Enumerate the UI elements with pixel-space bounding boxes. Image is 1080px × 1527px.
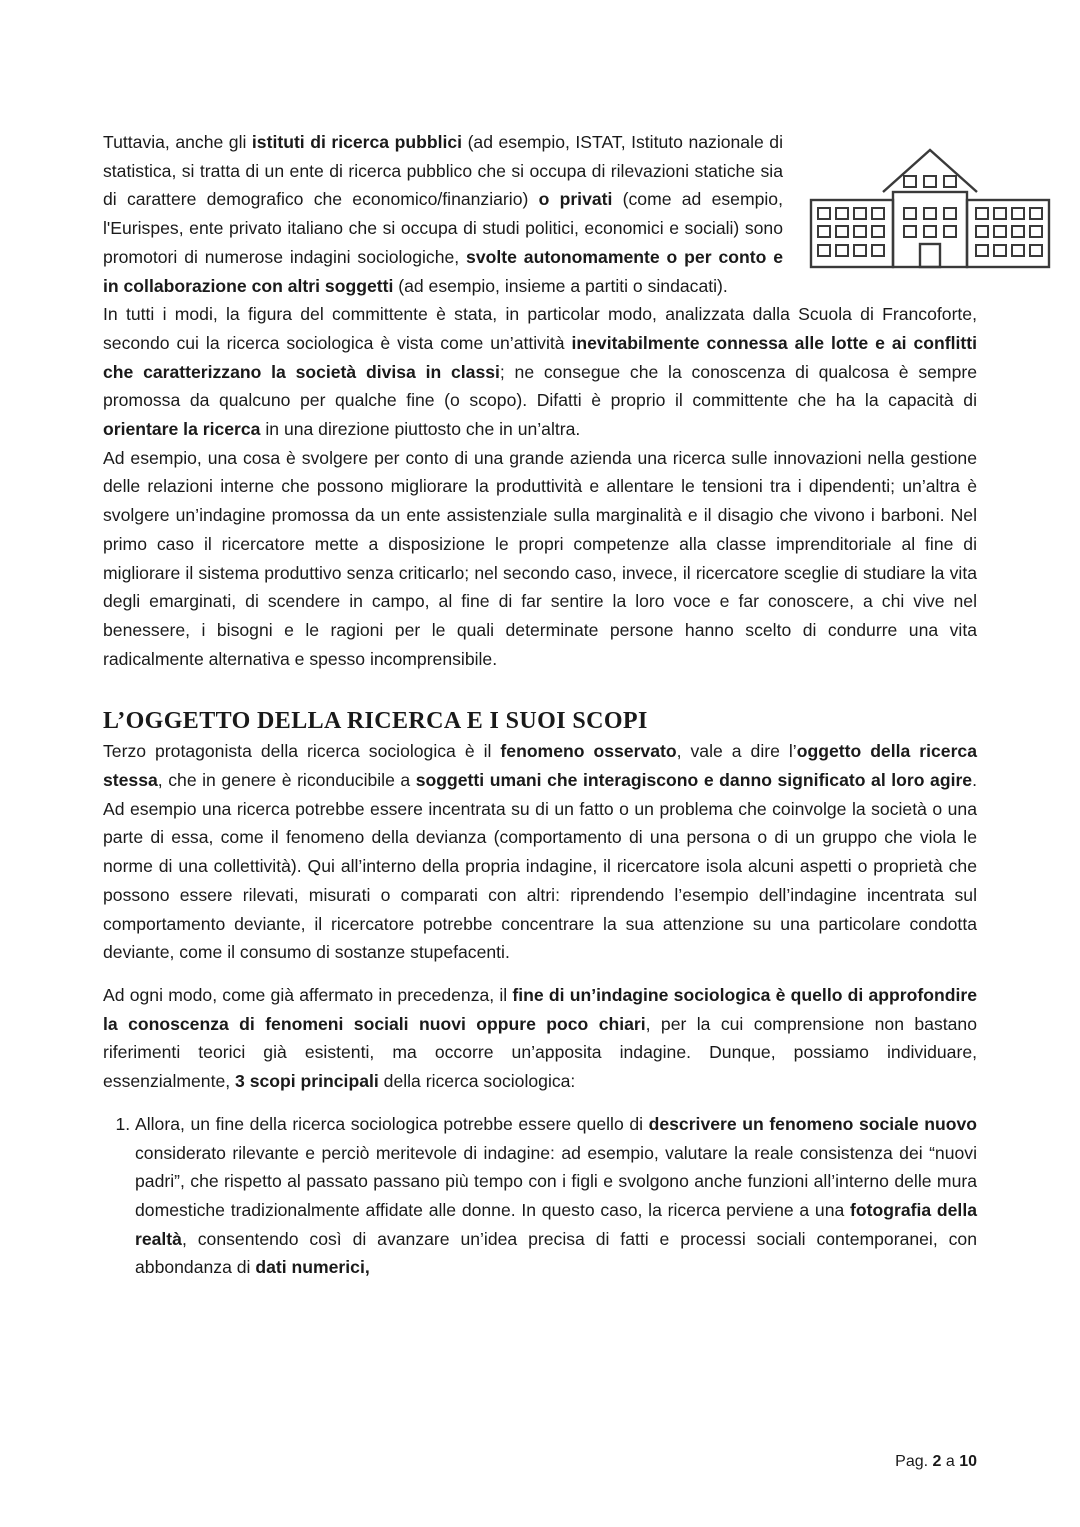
- bold-text: 3 scopi principali: [235, 1071, 379, 1092]
- text: Allora, un fine della ricerca sociologica potrebbe essere quello di: [135, 1113, 649, 1134]
- text: (come ad esempio, l'Eurispes, ente privato italiano che si occupa di studi politici, economici e sociali) sono promotori di numerose indagini sociologiche,: [103, 189, 783, 267]
- page-number: [895, 1453, 977, 1471]
- bold-text: fine di un’indagine sociologica è quello di approfondire la conoscenza di fenomeni sociali nuovi oppure poco chiari: [103, 984, 977, 1034]
- text: (ad esempio, insieme a partiti o sindacati).: [393, 275, 728, 296]
- text: Tuttavia, anche gli: [103, 132, 252, 152]
- bold-text: descrivere un fenomeno sociale nuovo: [648, 1113, 977, 1134]
- section-heading: L’OGGETTO DELLA RICERCA E I SUOI SCOPI: [103, 708, 648, 735]
- text: Ad ogni modo, come già affermato in precedenza, il: [103, 984, 513, 1005]
- text: , che in genere è riconducibile a: [157, 770, 416, 791]
- text: della ricerca sociologica:: [378, 1071, 576, 1092]
- text: , vale a dire l’: [676, 741, 797, 762]
- bold-text: inevitabilmente connessa alle lotte e ai conflitti che caratterizzano la società divisa in classi: [103, 332, 977, 382]
- bold-text: svolte autonomamente o per conto e in collaborazione con altri soggetti: [103, 246, 784, 296]
- text: In tutti i modi, la figura del committente è stata, in particolar modo, analizzata dalla Scuola di Francoforte, secondo cui la ricerca sociologica è vista come un’attività: [103, 304, 977, 353]
- text: Terzo protagonista della ricerca sociologica è il: [103, 741, 501, 762]
- scopi-list: [103, 1110, 977, 1282]
- list-item: [135, 1110, 977, 1282]
- page-label: Pag.: [895, 1453, 933, 1470]
- intro-paragraph: [103, 128, 783, 300]
- bold-text: o privati: [538, 189, 613, 210]
- text: , consentendo così di avanzare un’idea precisa di fatti e processi sociali contemporanei, con abbondanza di: [135, 1228, 977, 1278]
- document-page: [103, 128, 977, 1282]
- text: in una direzione piuttosto che in un’altra.: [260, 419, 581, 440]
- bold-text: istituti di ricerca pubblici: [251, 132, 463, 152]
- page-separator: a: [941, 1453, 960, 1470]
- oggetto-paragraph: [103, 737, 977, 967]
- example-paragraph: Ad esempio, una cosa è svolgere per conto di una grande azienda una ricerca sulle innovazioni nella gestione delle relazioni interne che possono migliorare la produttività e allentare le tensioni tra i dipendenti; un’altra è svolgere un’indagine promossa da un ente assistenziale sulla marginalità e il disagio che vivono i barboni. Nel primo caso il ricercatore mette a disposizione le propri competenze alla classe imprenditoriale al fine di migliorare il sistema produttivo senza criticarlo; nel secondo caso, invece, il ricercatore sceglie di studiare la vita degli emarginati, di scendere in campo, al fine di far sentire la loro voce e far conoscere, a chi vive nel benessere, i bisogni e le ragioni per le quali determinate persone hanno scelto di condurre una vita radicalmente alternativa e spesso incomprensibile.: [103, 447, 977, 669]
- text: ; ne consegue che la conoscenza di qualcosa è sempre promossa da qualcuno per qualche fine (o scopo). Difatti è proprio il committente che ha la capacità di: [103, 361, 977, 411]
- bold-text: oggetto della ricerca stessa: [103, 741, 977, 791]
- total-pages: 10: [959, 1453, 977, 1470]
- bold-text: fenomeno osservato: [500, 741, 677, 762]
- bold-text: fotografia della realtà: [135, 1199, 977, 1249]
- scopi-paragraph: [103, 981, 977, 1096]
- bold-text: orientare la ricerca: [103, 419, 261, 440]
- bold-text: dati numerici,: [255, 1257, 370, 1278]
- intro-block: [103, 128, 977, 300]
- text: , per la cui comprensione non bastano riferimenti teorici già esistenti, ma occorre un’apposita indagine. Dunque, possiamo individuare, essenzialmente,: [103, 1013, 977, 1092]
- school-building-icon: [808, 148, 1052, 270]
- committente-paragraph: [103, 300, 977, 444]
- text: (ad esempio, ISTAT, Istituto nazionale di statistica, si tratta di un ente di ricerca pubblico che si occupa di rilevazioni statiche sia di carattere demografico che economico/finanziario): [103, 132, 783, 210]
- text: considerato rilevante e perciò meritevole di indagine: ad esempio, valutare la reale consistenza dei “nuovi padri”, che rispetto al passato passano più tempo con i figli e svolgono anche funzioni all’interno delle mura domestiche tradizionalmente affidate alle donne. In questo caso, la ricerca perviene a una: [135, 1142, 977, 1220]
- spacer: [103, 967, 977, 981]
- text: . Ad esempio una ricerca potrebbe essere incentrata su di un fatto o un problema che coinvolge la società o una parte di essa, come il fenomeno della devianza (comportamento di una persona o di un gruppo che viola le norme di una collettività). Qui all’interno della propria indagine, il ricercatore isola alcuni aspetti o proprietà che possono essere rilevati, misurati o comparati con altri: riprendendo l’esempio dell’indagine incentrata sul comportamento deviante, il ricercatore potrebbe concentrare la sua attenzione su una particolare condotta deviante, come il consumo di sostanze stupefacenti.: [103, 770, 977, 963]
- bold-text: soggetti umani che interagiscono e danno significato al loro agire: [415, 770, 973, 791]
- current-page: 2: [932, 1453, 942, 1470]
